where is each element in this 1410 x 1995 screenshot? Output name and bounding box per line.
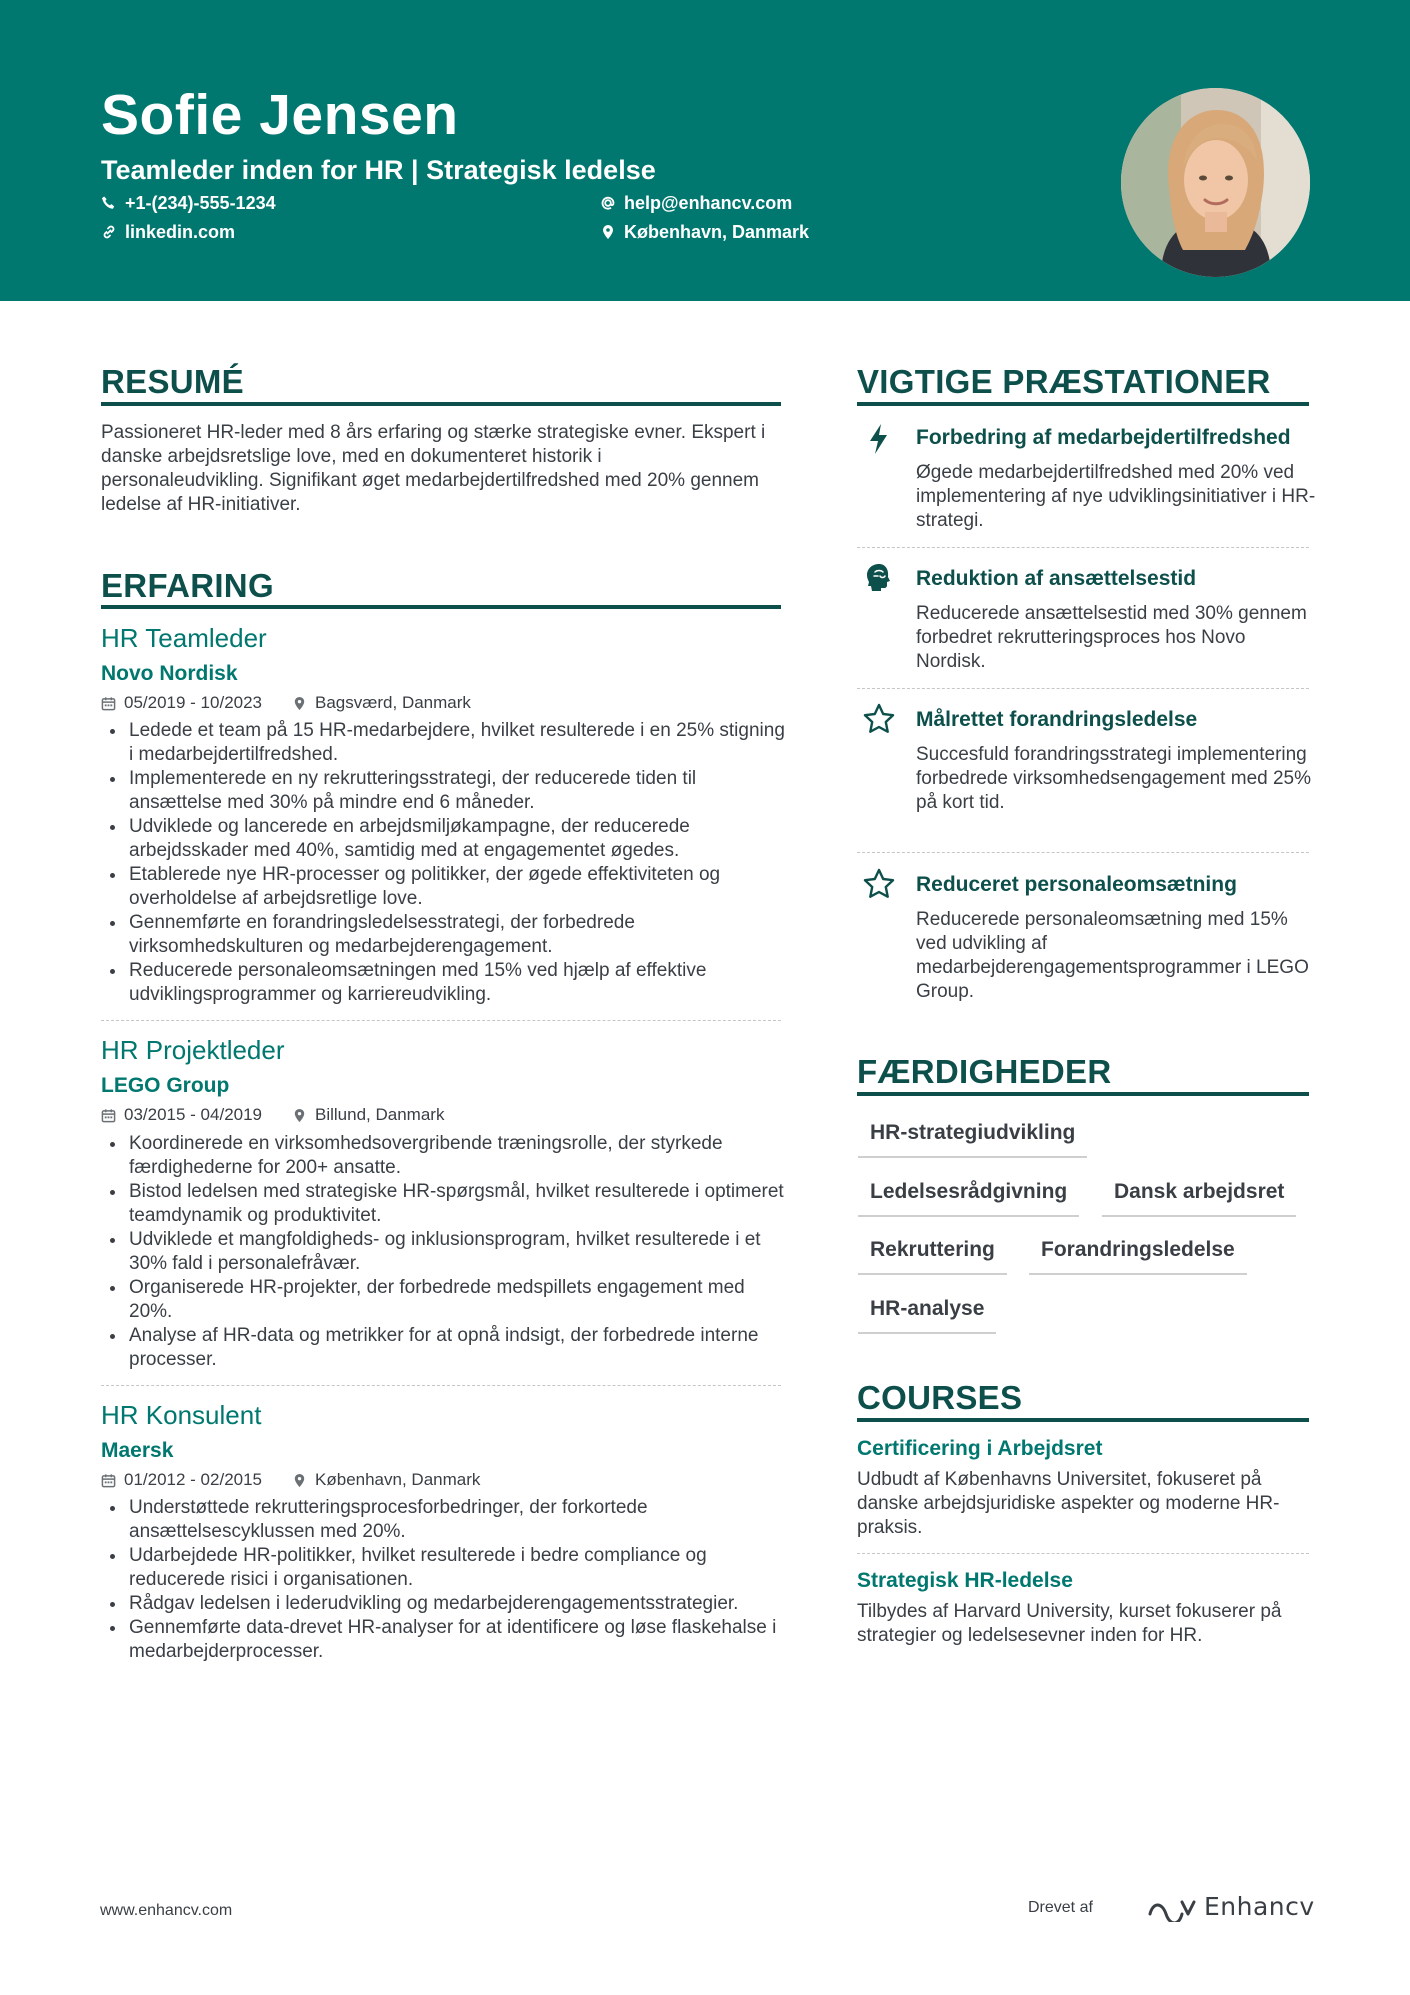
map-pin-icon bbox=[292, 1473, 307, 1488]
phone-text: +1-(234)-555-1234 bbox=[125, 193, 276, 213]
summary-text: Passioneret HR-leder med 8 års erfaring og stærke strategiske evner. Ekspert i danske arbejdsretslige love, med en dokumenteret historik i personaleudvikling. Signifikant øget medarbejdertilfredshed med 20% gennem ledelse af HR-initiativer. bbox=[101, 422, 766, 515]
achievement-text: Succesfuld forandringsstrategi implementering forbedrede virksomhedsengagement med 25% på kort tid. bbox=[916, 744, 1312, 813]
contact-linkedin[interactable] bbox=[101, 220, 235, 244]
job-bullet: Understøttede rekrutteringsprocesforbedringer, der forkortede ansættelsescyklussen med 20%. bbox=[101, 1496, 791, 1544]
job-bullet: Udviklede og lancerede en arbejdsmiljøkampagne, der reducerede arbejdsskader med 40%, samtidig med at engagementet øgedes. bbox=[101, 815, 791, 863]
map-pin-icon bbox=[292, 1108, 307, 1123]
achievements-heading: VIGTIGE PRÆSTATIONER bbox=[857, 363, 1271, 400]
job-meta bbox=[101, 1469, 480, 1491]
summary-heading: RESUMÉ bbox=[101, 363, 244, 400]
map-pin-icon bbox=[600, 224, 616, 240]
job-company: Maersk bbox=[101, 1439, 174, 1462]
contact-location bbox=[600, 220, 809, 244]
experience-heading: ERFARING bbox=[101, 567, 274, 604]
job-bullet: Udviklede et mangfoldigheds- og inklusionsprogram, hvilket resulterede i et 30% fald i personalefråvær. bbox=[101, 1228, 791, 1276]
achievement-text: Øgede medarbejdertilfredshed med 20% ved implementering af nye udviklingsinitiativer i HR-strategi. bbox=[916, 462, 1316, 531]
job-title: HR Konsulent bbox=[101, 1400, 262, 1430]
calendar-icon bbox=[101, 696, 116, 711]
at-sign-icon bbox=[600, 195, 616, 211]
job-bullet: Analyse af HR-data og metrikker for at opnå indsigt, der forbedrede interne processer. bbox=[101, 1324, 791, 1372]
divider bbox=[101, 1385, 781, 1386]
skill-tag: HR-analyse bbox=[858, 1296, 996, 1334]
divider bbox=[857, 688, 1309, 689]
divider bbox=[857, 1553, 1309, 1554]
divider bbox=[101, 1020, 781, 1021]
achievement-title: Reduceret personaleomsætning bbox=[916, 873, 1237, 896]
profile-photo bbox=[1121, 88, 1310, 277]
achievements-rule bbox=[857, 402, 1309, 406]
footer-url[interactable]: www.enhancv.com bbox=[100, 1902, 233, 1919]
divider bbox=[857, 852, 1309, 853]
calendar-icon bbox=[101, 1473, 116, 1488]
skill-tag: Dansk arbejdsret bbox=[1102, 1179, 1296, 1217]
job-bullet: Ledede et team på 15 HR-medarbejdere, hvilket resulterede i en 25% stigning i medarbejdertilfredshed. bbox=[101, 719, 791, 767]
divider bbox=[857, 547, 1309, 548]
job-meta bbox=[101, 1104, 444, 1126]
head-brain-icon bbox=[862, 561, 896, 595]
enhancv-brand-name: Enhancv bbox=[1204, 1892, 1315, 1921]
experience-rule bbox=[101, 605, 781, 609]
job-location bbox=[292, 1469, 480, 1491]
star-icon bbox=[862, 702, 896, 736]
job-bullet: Etablerede nye HR-processer og politikker, der øgede effektiviteten og overholdelse af arbejdsretlige love. bbox=[101, 863, 791, 911]
job-bullet: Bistod ledelsen med strategiske HR-spørgsmål, hvilket resulterede i optimeret teamdynamik og produktivitet. bbox=[101, 1180, 791, 1228]
candidate-name: Sofie Jensen bbox=[101, 83, 459, 147]
linkedin-link[interactable]: linkedin.com bbox=[125, 222, 236, 242]
job-company: LEGO Group bbox=[101, 1074, 230, 1097]
skill-tag: Forandringsledelse bbox=[1029, 1237, 1247, 1275]
course-text: Tilbydes af Harvard University, kurset fokuserer på strategier og ledelsesevner inden for HR. bbox=[857, 1601, 1282, 1646]
job-bullet: Implementerede en ny rekrutteringsstrategi, der reducerede tiden til ansættelse med 30% på mindre end 6 måneder. bbox=[101, 767, 791, 815]
summary-rule bbox=[101, 402, 781, 406]
job-location-text: Bagsværd, Danmark bbox=[315, 693, 471, 712]
job-dates: 01/2012 - 02/2015 bbox=[124, 1470, 263, 1489]
job-title: HR Teamleder bbox=[101, 623, 267, 653]
achievement-text: Reducerede ansættelsestid med 30% gennem forbedret rekrutteringsproces hos Novo Nordisk. bbox=[916, 603, 1307, 672]
achievement-text: Reducerede personaleomsætning med 15% ved udvikling af medarbejderengagementsprogrammer i LEGO Group. bbox=[916, 909, 1309, 1002]
job-bullet: Gennemførte en forandringsledelsesstrategi, der forbedrede virksomhedskulturen og medarbejderengagement. bbox=[101, 911, 791, 959]
achievement-title: Forbedring af medarbejdertilfredshed bbox=[916, 426, 1291, 449]
calendar-icon bbox=[101, 1108, 116, 1123]
job-location-text: Billund, Danmark bbox=[315, 1105, 445, 1124]
course-text: Udbudt af Københavns Universitet, fokuseret på danske arbejdsjuridiske aspekter og moderne HR-praksis. bbox=[857, 1469, 1280, 1538]
job-location-text: København, Danmark bbox=[315, 1470, 481, 1489]
job-bullets bbox=[101, 719, 791, 1007]
job-bullet: Gennemførte data-drevet HR-analyser for at identificere og løse flaskehalse i medarbejderprocesser. bbox=[101, 1616, 791, 1664]
job-dates: 03/2015 - 04/2019 bbox=[124, 1105, 263, 1124]
job-bullet: Udarbejdede HR-politikker, hvilket resulterede i bedre compliance og reducerede risici i organisationen. bbox=[101, 1544, 791, 1592]
link-icon bbox=[101, 224, 117, 240]
job-location bbox=[292, 1104, 444, 1126]
phone-icon bbox=[101, 195, 117, 211]
footer-powered-by: Drevet af bbox=[1028, 1899, 1093, 1916]
job-dates: 05/2019 - 10/2023 bbox=[124, 693, 263, 712]
enhancv-logo-icon bbox=[1146, 1894, 1196, 1922]
map-pin-icon bbox=[292, 696, 307, 711]
job-bullets bbox=[101, 1496, 791, 1664]
star-icon bbox=[862, 867, 896, 901]
job-bullet: Rådgav ledelsen i lederudvikling og medarbejderengagementsstrategier. bbox=[101, 1592, 791, 1616]
job-bullet: Organiserede HR-projekter, der forbedrede medspillets engagement med 20%. bbox=[101, 1276, 791, 1324]
avatar-illustration bbox=[1121, 88, 1310, 277]
courses-rule bbox=[857, 1418, 1309, 1422]
skill-tag: HR-strategiudvikling bbox=[858, 1120, 1087, 1158]
contact-email[interactable] bbox=[600, 191, 792, 215]
contact-phone bbox=[101, 191, 276, 215]
job-bullet: Koordinerede en virksomhedsovergribende træningsrolle, der styrkede færdighederne for 200+ ansatte. bbox=[101, 1132, 791, 1180]
achievement-title: Reduktion af ansættelsestid bbox=[916, 567, 1197, 590]
course-title: Strategisk HR-ledelse bbox=[857, 1569, 1073, 1592]
job-bullet: Reducerede personaleomsætningen med 15% ved hjælp af effektive udviklingsprogrammer og karriereudvikling. bbox=[101, 959, 791, 1007]
skill-tag: Ledelsesrådgivning bbox=[858, 1179, 1079, 1217]
location-text: København, Danmark bbox=[624, 222, 810, 242]
skills-rule bbox=[857, 1092, 1309, 1096]
job-bullets bbox=[101, 1132, 791, 1372]
courses-heading: COURSES bbox=[857, 1379, 1023, 1416]
job-company: Novo Nordisk bbox=[101, 662, 238, 685]
lightning-bolt-icon bbox=[862, 422, 896, 456]
job-title: HR Projektleder bbox=[101, 1035, 285, 1065]
candidate-title: Teamleder inden for HR | Strategisk ledelse bbox=[101, 155, 656, 185]
email-link[interactable]: help@enhancv.com bbox=[624, 193, 793, 213]
course-title: Certificering i Arbejdsret bbox=[857, 1437, 1103, 1460]
job-meta bbox=[101, 692, 471, 714]
job-location bbox=[292, 692, 471, 714]
skill-tag: Rekruttering bbox=[858, 1237, 1007, 1275]
skills-heading: FÆRDIGHEDER bbox=[857, 1053, 1112, 1090]
achievement-title: Målrettet forandringsledelse bbox=[916, 708, 1198, 731]
resume-header bbox=[0, 0, 1410, 301]
